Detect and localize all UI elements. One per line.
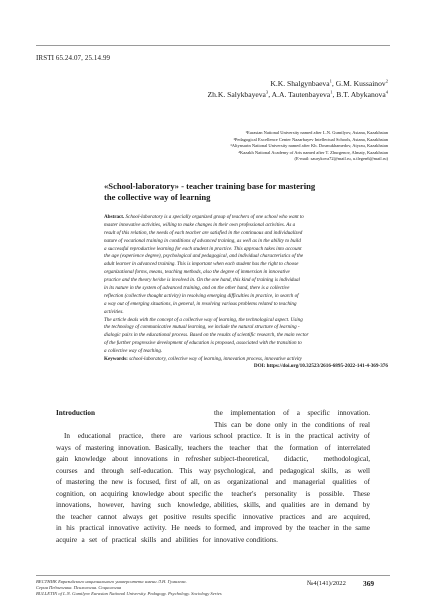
- body-line: This can be done only in the conditions of real: [214, 420, 370, 429]
- body-line: innovative conditions.: [214, 535, 278, 544]
- author-line-2: Zh.K. Salykbayeva$^3$, A.A. Tautenbayeva$^1$, B.T. Abykanova$^4$: [207, 88, 388, 99]
- body-line: acquire a set of practical skills and abilities for: [56, 535, 211, 544]
- affiliations: [230, 130, 388, 163]
- body-line: the teacher that the formation of interrelated: [214, 443, 370, 452]
- title-line: the collective way of learning: [104, 191, 211, 202]
- abstract-line: nature of vocational training in conditions of advanced training, as well as in the ability to build: [104, 237, 301, 244]
- body-line: psychological, and pedagogical skills, as well: [214, 466, 370, 475]
- abstract-line: Abstract. School-laboratory is a specially organized group of teachers of one school who want to: [104, 214, 304, 220]
- abstract-line: in its nature in the system of advanced training, and on the other hand, there is a collective: [104, 285, 290, 292]
- footer-rule: [36, 575, 390, 576]
- abstract-line: a way out of emerging situations, in general, in resolving various problems related to teaching: [104, 300, 297, 307]
- affiliation-emails: (E-mail: saurykova72@mail.ru, u.tlegen6@mail.ru): [294, 156, 388, 162]
- abstract-block: [104, 214, 382, 364]
- body-line: courses and through self-education. This way: [56, 466, 211, 475]
- doi-link[interactable]: DOI: https://doi.org/10.32523/2616-6895-2022-141-4-369-376: [253, 363, 388, 369]
- body-line: ways of mastering innovation. Basically, teachers: [56, 443, 211, 452]
- paper-title: [104, 181, 344, 202]
- body-line: gain knowledge about innovations in refresher: [56, 455, 211, 463]
- title-line: «School-laboratory» - teacher training base for mastering: [104, 181, 316, 191]
- abstract-label: Abstract.: [104, 214, 125, 220]
- affiliation-line: ³Altynsarin National University named after Kh. Dosmukhamedov, Atyrau, Kazakhstan: [230, 143, 388, 149]
- keywords-label: Keywords:: [104, 356, 128, 363]
- section-heading: Introduction: [56, 409, 96, 417]
- abstract-line: the age (experience degree), psychological and pedagogical, and individual characteristics of the: [104, 253, 304, 260]
- body-line: abilities, skills, and qualities are in demand by: [214, 501, 370, 509]
- body-line: school practice. It is in the practical activity of: [214, 432, 370, 440]
- header-rule: [36, 45, 390, 46]
- abstract-line: adult learner in advanced training. This is important when each student has the right to choose: [104, 261, 299, 268]
- keywords-text: school-laboratory, collective way of learning, innovation process, innovative activity: [127, 356, 302, 363]
- page-number: 369: [363, 579, 375, 588]
- body-line: formed, and improved by the teacher in the same: [214, 524, 370, 532]
- affiliation-line: ¹Eurasian National University named after L.N. Gumilyov, Astana, Kazakhstan: [245, 130, 388, 135]
- body-line: of mastering the new is focused, first of all, on: [56, 478, 211, 486]
- author-block: [208, 79, 389, 100]
- spacer: [56, 420, 211, 432]
- right-column: [214, 408, 370, 546]
- body-line: the teacher cannot always get positive results: [56, 512, 211, 521]
- body-line: the teacher's personality is possible. These: [214, 489, 370, 498]
- left-column: [56, 408, 211, 546]
- author-line-1: K.K. Shalgynbaeva$^1$, G.M. Kussainov$^2$: [270, 78, 388, 88]
- journal-line: BULLETIN of L.N. Gumilyov Eurasian National University. Pedagogy. Psychology. Sociology Series: [36, 591, 222, 596]
- abstract-line: activities.: [104, 308, 124, 315]
- abstract-line: result of this relation, the needs of each teacher are satisfied in the continuous and individualized: [104, 229, 303, 236]
- abstract-line: organizational forms, means, teaching methods, also the degree of immersion in innovative: [104, 269, 290, 276]
- journal-line: Серия Педагогика. Психология. Социология: [36, 585, 122, 590]
- journal-name: [36, 579, 222, 597]
- body-line: as organizational and managerial qualities of: [214, 478, 370, 486]
- abstract-line: dialogic pairs in the educational process. Based on the results of scientific research, the main vector: [104, 332, 309, 339]
- journal-line: ВЕСТНИК Евразийского национального университета имени Л.Н. Гумилева.: [36, 579, 187, 584]
- irsti-code: IRSTI 65.24.07, 25.14.99: [36, 54, 111, 62]
- abstract-line: a collective way of teaching.: [104, 348, 163, 355]
- issue-number: №4(141)/2022: [307, 580, 346, 587]
- body-line: specific innovative practices and are acquired,: [214, 512, 370, 521]
- affiliation-line: ²Pedagogical Excellence Center Nazarbayev Intellectual Schools, Astana, Kazakhstan: [233, 136, 388, 142]
- abstract-line: The article deals with the concept of a collective way of learning, the technological aspect. Using: [104, 316, 303, 323]
- body-line: in his practical innovative activity. He needs to: [56, 524, 211, 532]
- abstract-line: a successful reproductive learning for each student in practice. This approach takes into account: [104, 245, 302, 252]
- abstract-line: reflection (collective thought activity) in resolving emerging difficulties in practice, in search of: [104, 292, 299, 299]
- body-line: innovations, however, having such knowledge,: [56, 501, 211, 509]
- affiliation-line: ⁴Kazakh National Academy of Arts named after T. Zhurgenov, Almaty, Kazakhstan: [238, 149, 388, 155]
- body-line: In educational practice, there are various: [64, 432, 211, 440]
- abstract-line: practice and the theory he/she is involved in. On the one hand, this kind of training is individual: [104, 277, 300, 284]
- abstract-line: of the further progressive development of education is proposed, associated with the transition to: [104, 340, 302, 347]
- body-line: subject-theoretical, didactic, methodological,: [214, 455, 370, 463]
- abstract-line: master innovative activities, willing to make changes in their own professional activities. As a: [104, 221, 296, 228]
- abstract-line: the technology of communicative mutual learning, we include the natural structure of learning -: [104, 324, 300, 331]
- body-line: cognition, on acquiring knowledge about specific: [56, 489, 211, 498]
- body-line: the implementation of a specific innovation.: [214, 409, 370, 417]
